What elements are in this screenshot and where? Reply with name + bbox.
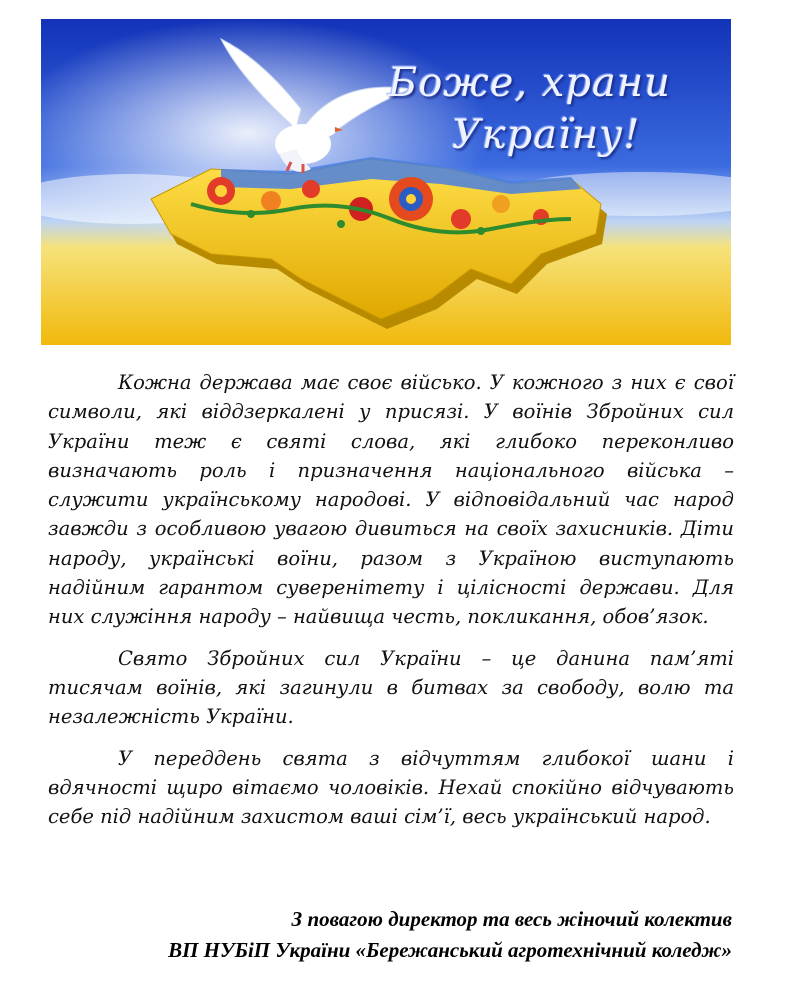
signature-line1: З повагою директор та весь жіночий колектив <box>291 907 732 931</box>
banner-title-line2: Україну! <box>451 112 641 158</box>
paragraph-2: Свято Збройних сил України – це данина пам’яті тисячам воїнів, які загинули в битвах за свободу, волю та незалежність України. <box>48 646 734 729</box>
paragraph-1: Кожна держава має своє військо. У кожного з них є свої символи, які віддзеркалені у присязі. У воїнів Збройних сил України теж є святі слова, які глибоко переконливо визначають роль і призначення національного війська – служити українському народові. У відповідальний час народ завжди з особливою увагою дивиться на своїх захисників. Діти народу, українські воїни, разом з Україною виступають надійним гарантом суверенітету і цілісності держави. Для них служіння народу – найвища честь, покликання, обов’язок. <box>48 371 734 629</box>
header-banner <box>41 19 731 345</box>
paragraph-3: У переддень свята з відчуттям глибокої шани і вдячності щиро вітаємо чоловіків. Нехай спокійно відчувають себе під надійним захистом ваші сім’ї, весь український народ. <box>48 746 734 829</box>
greeting-body <box>48 368 734 843</box>
signature-block <box>92 904 732 966</box>
banner-title <box>387 57 671 161</box>
signature-line2: ВП НУБіП України «Бережанський агротехнічний коледж» <box>168 938 732 962</box>
banner-title-line1: Боже, храни <box>387 60 671 106</box>
